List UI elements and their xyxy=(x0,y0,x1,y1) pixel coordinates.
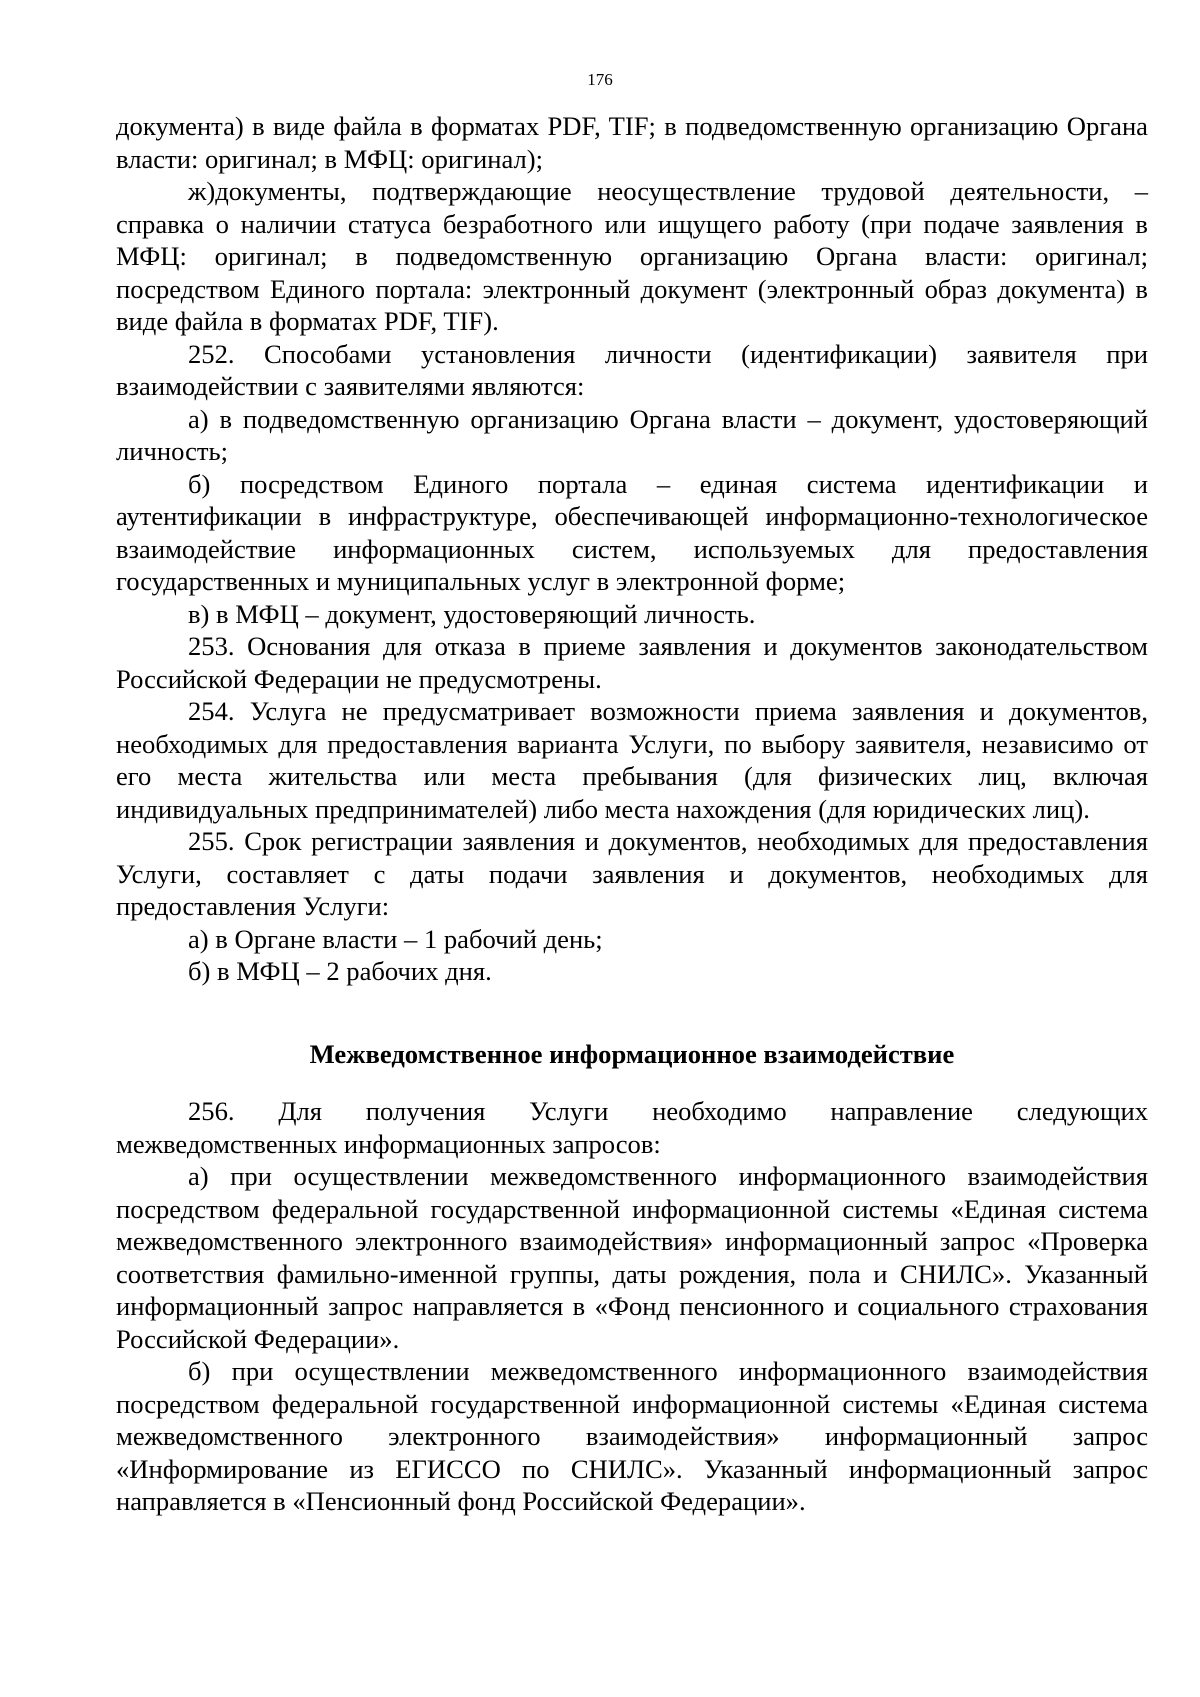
paragraph-252: 252. Способами установления личности (идентификации) заявителя при взаимодействии с заявителями являются: xyxy=(116,338,1148,401)
paragraph-253: 253. Основания для отказа в приеме заявления и документов законодательством Российской Федерации не предусмотрены. xyxy=(116,631,1148,694)
document-body xyxy=(116,110,1148,1518)
paragraph-252-v: в) в МФЦ – документ, удостоверяющий личность. xyxy=(188,598,756,629)
paragraph-255: 255. Срок регистрации заявления и документов, необходимых для предоставления Услуги, составляет с даты подачи заявления и документов, необходимых для предоставления Услуги: xyxy=(116,826,1148,921)
paragraph-254: 254. Услуга не предусматривает возможности приема заявления и документов, необходимых для предоставления варианта Услуги, по выбору заявителя, независимо от его места жительства или места пребывания (для физических лиц, включая индивидуальных предпринимателей) либо места нахождения (для юридических лиц). xyxy=(116,696,1148,824)
section-heading: Межведомственное информационное взаимодействие xyxy=(309,1038,955,1069)
paragraph-252-a: а) в подведомственную организацию Органа власти – документ, удостоверяющий личность; xyxy=(116,403,1148,466)
paragraph-continuation: документа) в виде файла в форматах PDF, TIF; в подведомственную организацию Органа власти: оригинал; в МФЦ: оригинал); xyxy=(116,111,1148,174)
paragraph-252-b: б) посредством Единого портала – единая система идентификации и аутентификации в инфраструктуре, обеспечивающей информационно-технологическое взаимодействие информационных систем, используемых для предоставления государственных и муниципальных услуг в электронной форме; xyxy=(116,468,1148,596)
paragraph-256-b: б) при осуществлении межведомственного информационного взаимодействия посредством федеральной государственной информационной системы «Единая система межведомственного электронного взаимодействия» информационный запрос «Информирование из ЕГИССО по СНИЛС». Указанный информационный запрос направляется в «Пенсионный фонд Российской Федерации». xyxy=(116,1356,1148,1516)
page-number: 176 xyxy=(587,70,613,89)
paragraph-255-a: а) в Органе власти – 1 рабочий день; xyxy=(188,923,603,954)
paragraph-255-b: б) в МФЦ – 2 рабочих дня. xyxy=(188,956,492,986)
paragraph-256: 256. Для получения Услуги необходимо направление следующих межведомственных информационных запросов: xyxy=(116,1096,1148,1159)
paragraph-256-a: а) при осуществлении межведомственного информационного взаимодействия посредством федеральной государственной информационной системы «Единая система межведомственного электронного взаимодействия» информационный запрос «Проверка соответствия фамильно-именной группы, даты рождения, пола и СНИЛС». Указанный информационный запрос направляется в «Фонд пенсионного и социального страхования Российской Федерации». xyxy=(116,1161,1148,1354)
paragraph-item-zh: ж)документы, подтверждающие неосуществление трудовой деятельности, – справка о наличии статуса безработного или ищущего работу (при подаче заявления в МФЦ: оригинал; в подведомственную организацию Органа власти: оригинал; посредством Единого портала: электронный документ (электронный образ документа) в виде файла в форматах PDF, TIF). xyxy=(116,176,1148,336)
